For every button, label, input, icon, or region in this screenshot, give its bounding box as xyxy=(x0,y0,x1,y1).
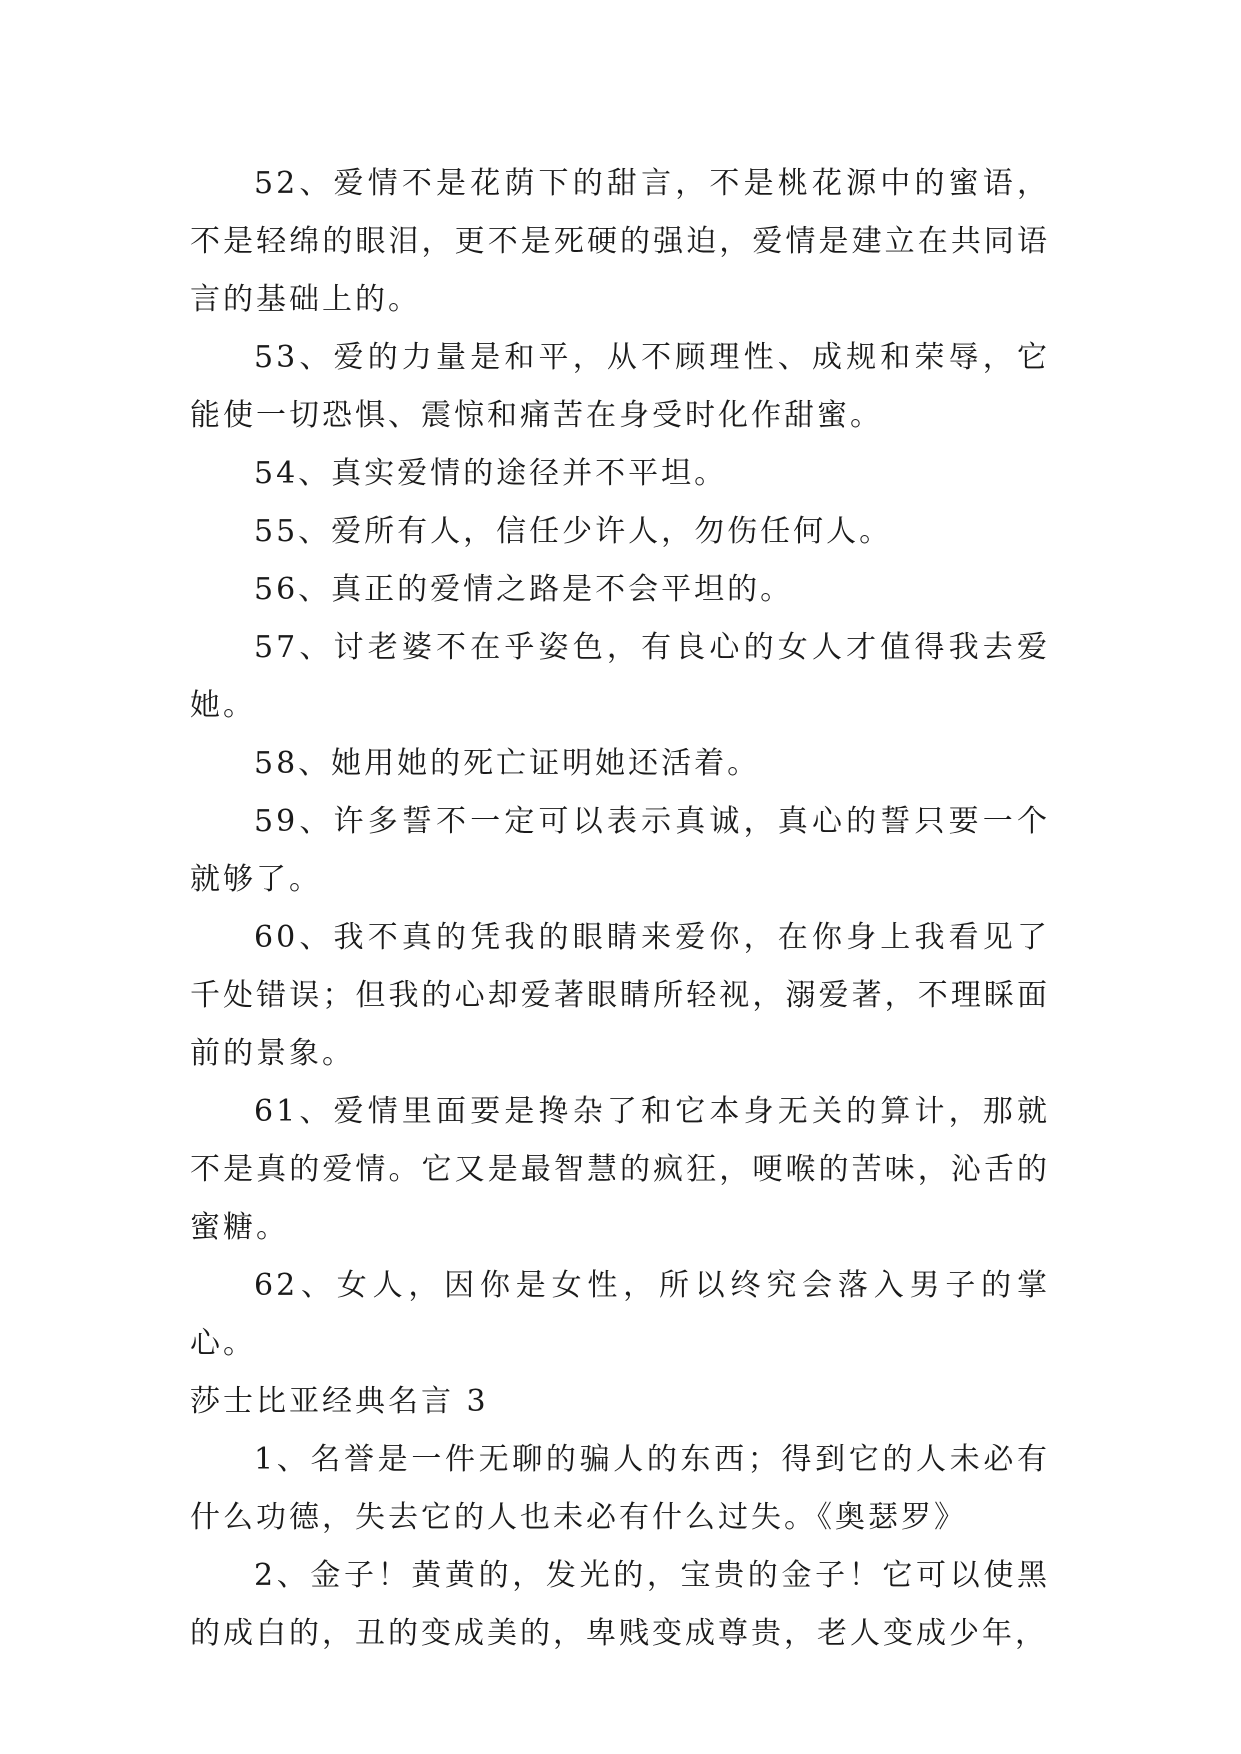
paragraph-58: 58、她用她的死亡证明她还活着。 xyxy=(254,746,761,781)
paragraph-60: 60、我不真的凭我的眼睛来爱你，在你身上我看见了千处错误；但我的心却爱著眼睛所轻视，溺爱著，不理睬面前的景象。 xyxy=(190,920,1050,1071)
paragraph-2: 2、金子！黄黄的，发光的，宝贵的金子！它可以使黑的成白的，丑的变成美的，卑贱变成尊贵，老人变成少年， xyxy=(190,1558,1050,1651)
document-body xyxy=(190,155,1050,1663)
paragraph-1: 1、名誉是一件无聊的骗人的东西；得到它的人未必有什么功德，失去它的人也未必有什么过失。《奥瑟罗》 xyxy=(190,1442,1050,1535)
section-heading: 莎士比亚经典名言 3 xyxy=(190,1384,489,1419)
paragraph-52: 52、爱情不是花荫下的甜言，不是桃花源中的蜜语，不是轻绵的眼泪，更不是死硬的强迫，爱情是建立在共同语言的基础上的。 xyxy=(190,166,1050,317)
paragraph-54: 54、真实爱情的途径并不平坦。 xyxy=(254,456,728,491)
paragraph-62: 62、女人，因你是女性，所以终究会落入男子的掌心。 xyxy=(190,1268,1050,1361)
paragraph-57: 57、讨老婆不在乎姿色，有良心的女人才值得我去爱她。 xyxy=(190,630,1050,723)
paragraph-59: 59、许多誓不一定可以表示真诚，真心的誓只要一个就够了。 xyxy=(190,804,1050,897)
paragraph-56: 56、真正的爱情之路是不会平坦的。 xyxy=(254,572,794,607)
paragraph-61: 61、爱情里面要是搀杂了和它本身无关的算计，那就不是真的爱情。它又是最智慧的疯狂，哽喉的苦味，沁舌的蜜糖。 xyxy=(190,1094,1050,1245)
paragraph-53: 53、爱的力量是和平，从不顾理性、成规和荣辱，它能使一切恐惧、震惊和痛苦在身受时化作甜蜜。 xyxy=(190,340,1050,433)
paragraph-55: 55、爱所有人，信任少许人，勿伤任何人。 xyxy=(254,514,893,549)
